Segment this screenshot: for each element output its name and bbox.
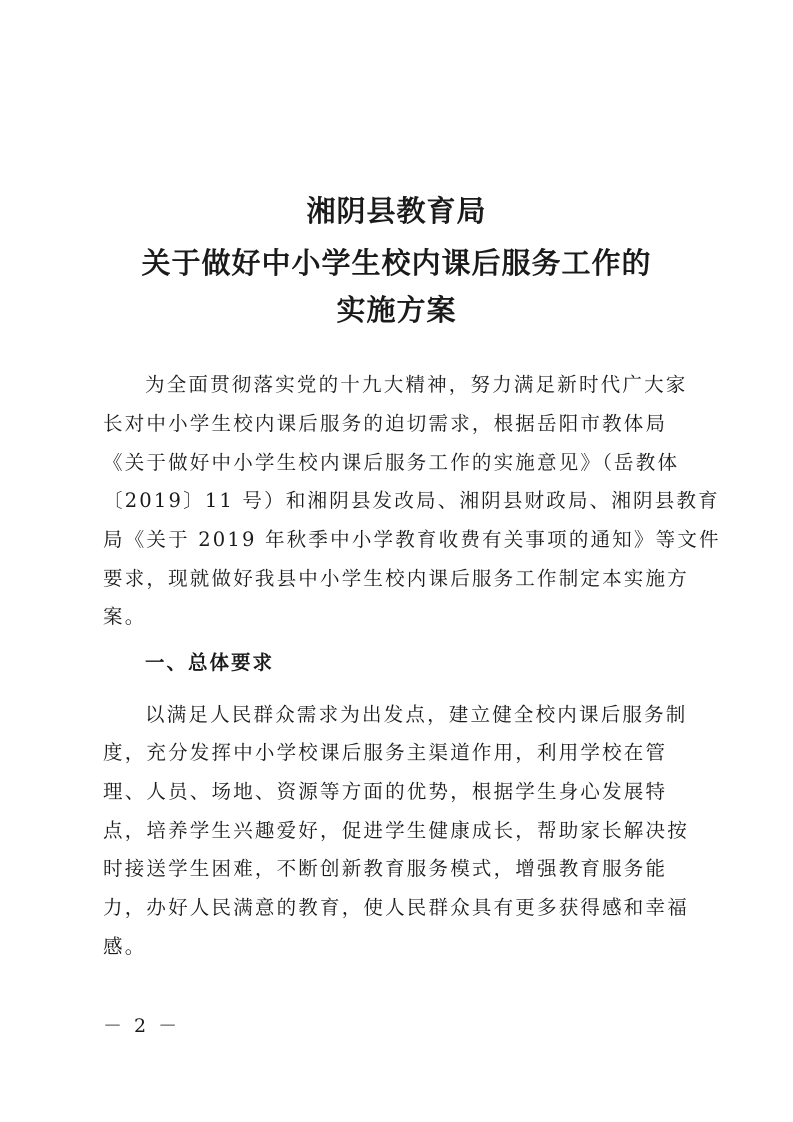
title-line-3: 实施方案	[336, 293, 457, 327]
section-1-line-4: 点，培养学生兴趣爱好，促进学生健康成长，帮助家长解决按	[103, 819, 689, 842]
intro-line-6: 要求，现就做好我县中小学生校内课后服务工作制定本实施方	[103, 567, 689, 590]
intro-line-2: 长对中小学生校内课后服务的迫切需求，根据岳阳市教体局	[103, 412, 668, 435]
intro-line-4: 〔2019〕11 号）和湘阴县发改局、湘阴县财政局、湘阴县教育	[103, 489, 720, 512]
intro-line-5: 局《关于 2019 年秋季中小学教育收费有关事项的通知》等文件	[103, 528, 721, 551]
section-1-heading: 一、总体要求	[145, 651, 275, 674]
section-1-line-1: 以满足人民群众需求为出发点，建立健全校内课后服务制	[145, 703, 688, 726]
intro-line-3: 《关于做好中小学生校内课后服务工作的实施意见》（岳教体	[103, 451, 680, 474]
intro-line-7: 案。	[103, 605, 147, 628]
page-number: － 2 －	[103, 1015, 181, 1037]
intro-line-1: 为全面贯彻落实党的十九大精神，努力满足新时代广大家	[145, 373, 688, 396]
section-1-line-7: 感。	[103, 935, 147, 958]
section-1-line-5: 时接送学生困难，不断创新教育服务模式，增强教育服务能	[103, 857, 668, 880]
section-1-line-3: 理、人员、场地、资源等方面的优势，根据学生身心发展特	[103, 780, 668, 803]
section-1-line-2: 度，充分发挥中小学校课后服务主渠道作用，利用学校在管	[103, 741, 668, 764]
section-1-line-6: 力，办好人民满意的教育，使人民群众具有更多获得感和幸福	[103, 896, 689, 919]
title-line-1: 湘阴县教育局	[306, 194, 487, 228]
title-line-2: 关于做好中小学生校内课后服务工作的	[141, 246, 652, 280]
